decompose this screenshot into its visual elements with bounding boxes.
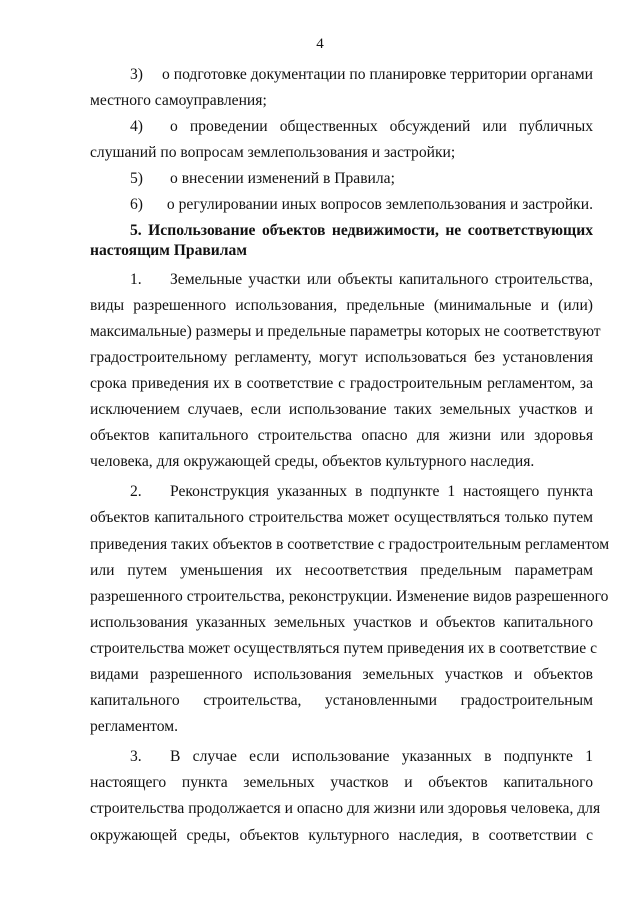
paragraph-line (90, 345, 593, 371)
list-item-number: 4) (130, 118, 143, 136)
list-item-number: 5) (130, 170, 143, 188)
paragraph-text: градостроительному регламенту, могут использоваться без установления (90, 348, 593, 366)
numbered-paragraph (90, 744, 601, 848)
paragraph-line (90, 796, 601, 822)
section-heading-line: настоящим Правилам (90, 241, 247, 259)
paragraph-text: видами разрешенного использования земельных участков и объектов (90, 665, 593, 683)
list-item-first-line (90, 192, 593, 218)
paragraph-text: Земельные участки или объекты капитального строительства, (170, 270, 593, 288)
paragraph-text: капитального строительства, установленными градостроительным (90, 692, 593, 710)
paragraph-line (90, 449, 593, 475)
page-number: 4 (316, 36, 324, 52)
paragraph-line (90, 371, 593, 397)
paragraph-text: В случае если использование указанных в подпункте 1 (170, 748, 593, 766)
list-item (90, 62, 593, 114)
paragraph-line (90, 397, 593, 423)
paragraph-number: 3. (130, 748, 142, 766)
paragraph-first-line (90, 479, 593, 505)
list-item-text: слушаний по вопросам землепользования и застройки; (90, 144, 456, 162)
list-item-number: 6) (130, 196, 143, 214)
paragraph-line (90, 714, 593, 740)
paragraph-text: объектов капитального строительства опасно для жизни или здоровья (90, 427, 593, 445)
list-item-continuation (90, 88, 593, 114)
document-body (90, 62, 610, 849)
paragraph-text: разрешенного строительства, реконструкции. Изменение видов разрешенного (90, 587, 609, 605)
paragraph-text: или путем уменьшения их несоответствия предельным параметрам (90, 561, 593, 579)
list-item-text: о подготовке документации по планировке территории органами (162, 66, 593, 83)
paragraph-text: виды разрешенного использования, предельные (минимальные и (или) (90, 296, 593, 314)
paragraph-line (90, 823, 593, 849)
paragraph-number: 2. (130, 483, 142, 501)
list-item (90, 192, 593, 218)
paragraph-line (90, 558, 593, 584)
list-item-text: местного самоуправления; (90, 92, 267, 110)
paragraph-line (90, 319, 601, 345)
list-item-continuation (90, 140, 593, 166)
list-item (90, 166, 593, 192)
paragraph-line (90, 423, 593, 449)
paragraph-line (90, 505, 593, 531)
list-item-text: о регулировании иных вопросов землепользования и застройки. (166, 196, 593, 214)
list-item-number: 3) (130, 66, 143, 83)
list-item-first-line (90, 62, 593, 88)
paragraphs-container (90, 267, 610, 849)
paragraph-text: человека, для окружающей среды, объектов культурного наследия. (90, 453, 535, 471)
numbered-paragraph (90, 479, 610, 740)
paragraph-line (90, 610, 593, 636)
paragraph-line (90, 584, 609, 610)
section-heading (90, 219, 593, 267)
paragraph-text: регламентом. (90, 718, 179, 736)
paragraph-line (90, 532, 610, 558)
list-item-first-line (90, 114, 593, 140)
paragraph-text: максимальные) размеры и предельные параметры которых не соответствуют (90, 322, 601, 340)
list-item (90, 114, 593, 166)
paragraph-text: строительства продолжается и опасно для жизни или здоровья человека, для (90, 800, 601, 818)
paragraph-text: исключением случаев, если использование таких земельных участков и (90, 401, 593, 419)
paragraph-line (90, 636, 598, 662)
numbered-paragraph (90, 267, 601, 476)
paragraph-text: приведения таких объектов в соответствие с градостроительным регламентом (90, 535, 610, 553)
paragraph-text: объектов капитального строительства может осуществляться только путем (90, 509, 593, 527)
list-item-text: о внесении изменений в Правила; (170, 170, 395, 188)
paragraph-text: настоящего пункта земельных участков и объектов капитального (90, 774, 593, 792)
list-item-first-line (90, 166, 593, 192)
paragraph-line (90, 293, 593, 319)
paragraph-first-line (90, 267, 593, 293)
paragraph-text: строительства может осуществляться путем приведения их в соответствие с (90, 639, 598, 657)
section-heading-line: 5. Использование объектов недвижимости, не соответствующих (130, 221, 593, 239)
list-item-text: о проведении общественных обсуждений или публичных (170, 118, 593, 136)
paragraph-line (90, 688, 593, 714)
paragraph-line (90, 662, 593, 688)
paragraph-number: 1. (130, 270, 142, 288)
paragraph-text: окружающей среды, объектов культурного наследия, в соответствии с (90, 826, 593, 844)
paragraph-text: использования указанных земельных участков и объектов капитального (90, 613, 593, 631)
paragraph-text: срока приведения их в соответствие с градостроительным регламентом, за (90, 374, 593, 392)
paragraph-line (90, 770, 593, 796)
paragraph-first-line (90, 744, 593, 770)
paragraph-text: Реконструкция указанных в подпункте 1 настоящего пункта (170, 483, 593, 501)
